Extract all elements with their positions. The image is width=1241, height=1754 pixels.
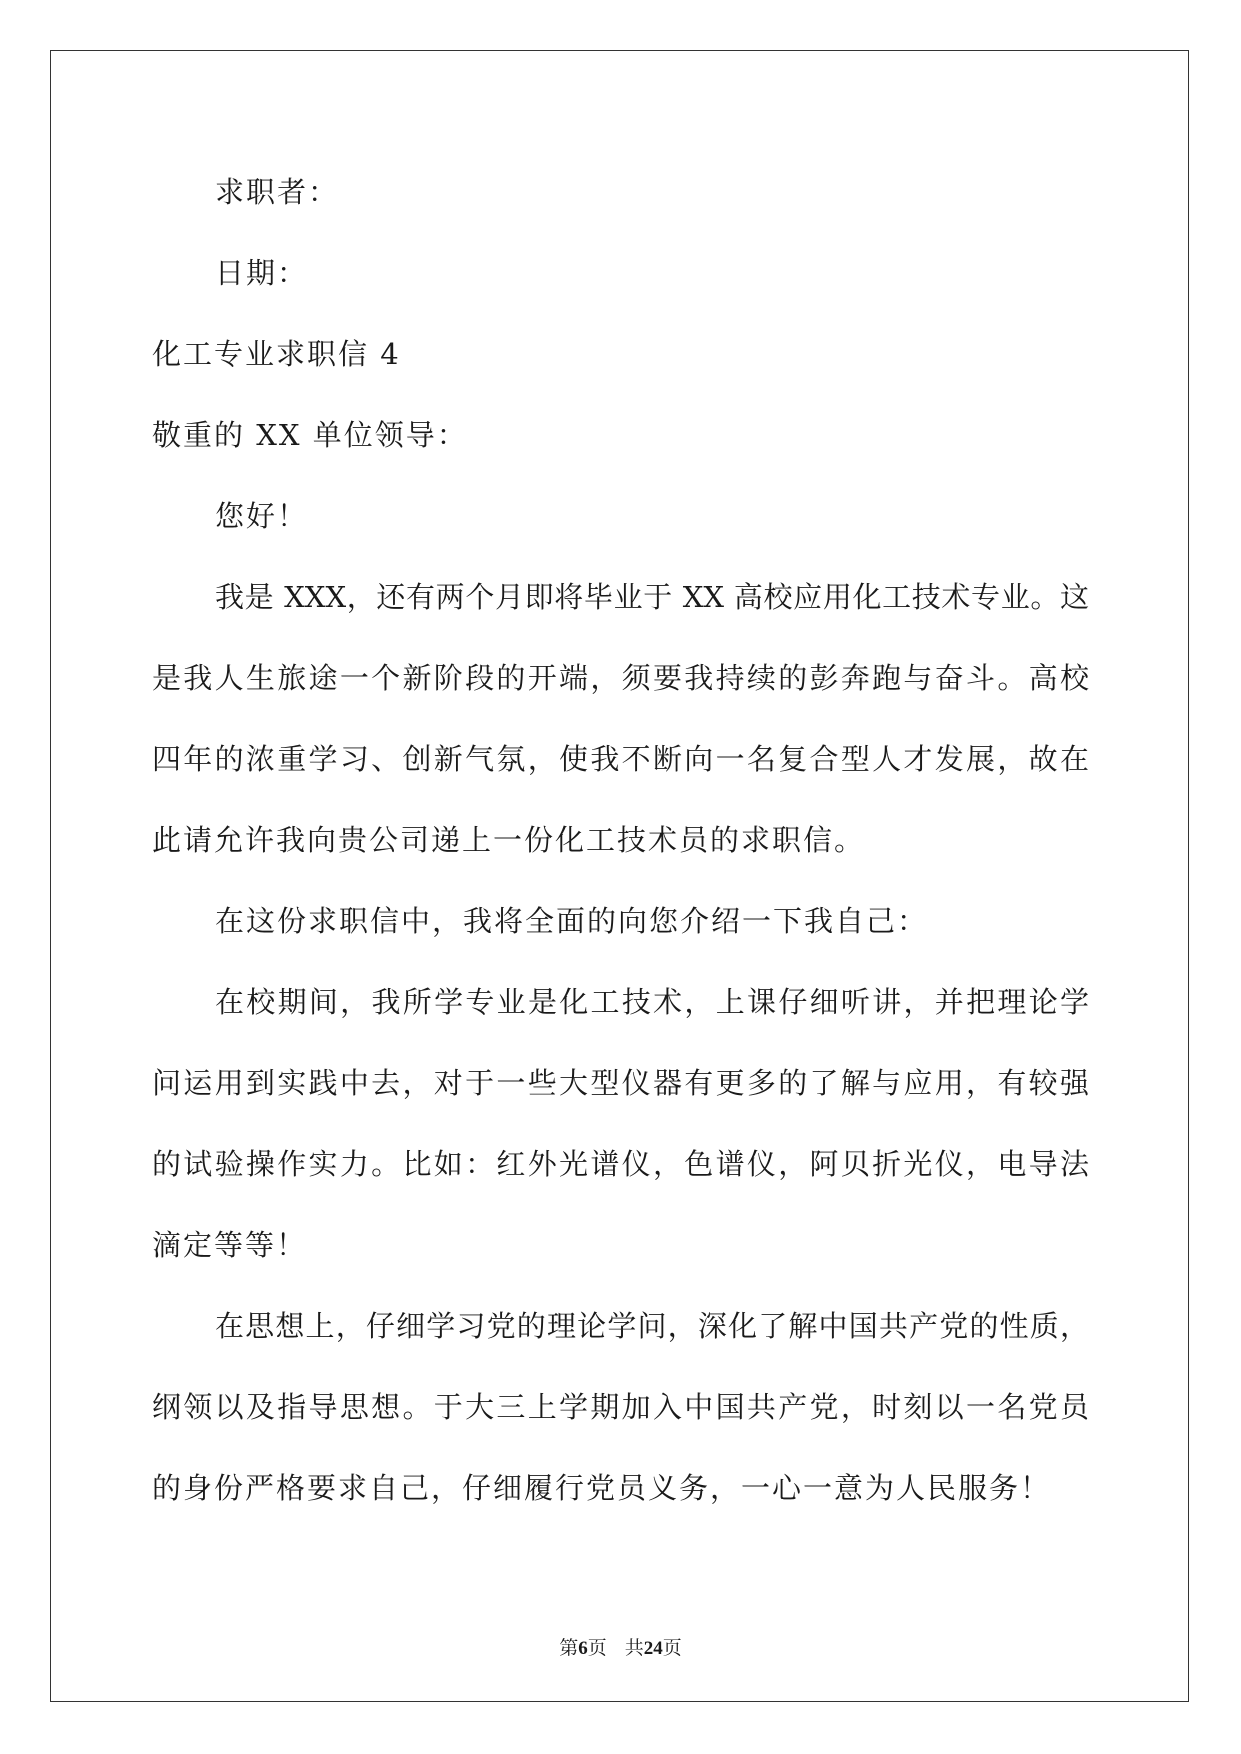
salutation: 敬重的 XX 单位领导： [152, 418, 468, 452]
page-prefix: 第 [559, 1637, 579, 1659]
paragraph-line: 的身份严格要求自己，仔细履行党员义务，一心一意为人民服务！ [152, 1471, 1052, 1505]
paragraph-line: 是我人生旅途一个新阶段的开端，须要我持续的彭奔跑与奋斗。高校 [152, 661, 1089, 695]
total-pages: 24 [643, 1638, 663, 1659]
total-prefix: 共 [624, 1637, 644, 1659]
page-suffix: 页 [587, 1637, 607, 1659]
paragraph-line: 滴定等等！ [152, 1228, 308, 1262]
paragraph-line: 在校期间，我所学专业是化工技术，上课仔细听讲，并把理论学 [215, 985, 1089, 1019]
paragraph-line: 问运用到实践中去，对于一些大型仪器有更多的了解与应用，有较强 [152, 1066, 1089, 1100]
greeting: 您好！ [215, 499, 309, 533]
section-heading: 化工专业求职信 4 [152, 337, 401, 371]
paragraph-line: 在这份求职信中，我将全面的向您介绍一下我自己： [215, 904, 929, 938]
applicant-line: 求职者： [215, 175, 340, 209]
paragraph-line: 在思想上，仔细学习党的理论学问，深化了解中国共产党的性质， [215, 1309, 1089, 1343]
paragraph-line: 此请允许我向贵公司递上一份化工技术员的求职信。 [152, 823, 866, 857]
paragraph-line: 的试验操作实力。比如：红外光谱仪，色谱仪，阿贝折光仪，电导法 [152, 1147, 1089, 1181]
page-footer [0, 1636, 1241, 1661]
page-number: 6 [578, 1638, 588, 1659]
paragraph-line: 四年的浓重学习、创新气氛，使我不断向一名复合型人才发展，故在 [152, 742, 1089, 776]
paragraph-line: 纲领以及指导思想。于大三上学期加入中国共产党，时刻以一名党员 [152, 1390, 1089, 1424]
date-line: 日期： [215, 256, 309, 290]
total-suffix: 页 [662, 1637, 682, 1659]
paragraph-line: 我是 XXX，还有两个月即将毕业于 XX 高校应用化工技术专业。这 [215, 580, 1089, 614]
page-border [50, 50, 1189, 1702]
